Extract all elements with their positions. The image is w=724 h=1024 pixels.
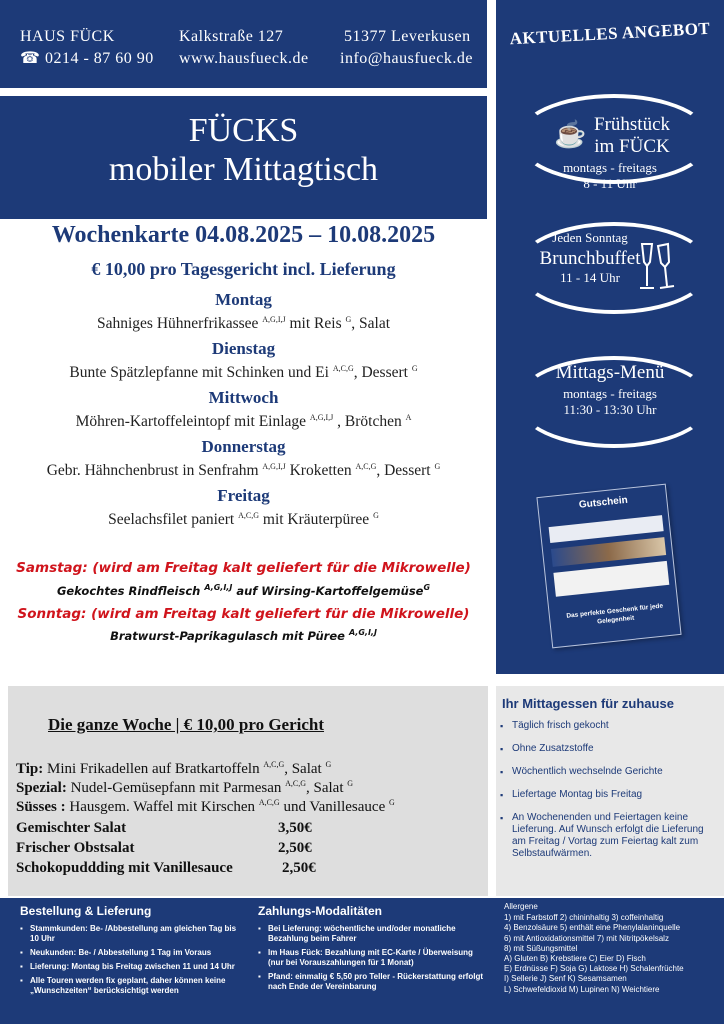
- allergen-line: E) Erdnüsse F) Soja G) Laktose H) Schalenfrüchte: [504, 964, 684, 974]
- saturday-note: Samstag: (wird am Freitag kalt geliefert für die Mikrowelle): [16, 560, 471, 576]
- spezial-line: Spezial: Nudel-Gemüsepfann mit Parmesan $^{A,C,G}$, Salat $^G$: [16, 779, 354, 796]
- day-tuesday: Dienstag: [211, 339, 276, 358]
- order-column: [20, 904, 246, 1000]
- allergen-column: [504, 902, 720, 995]
- list-item: ▪ Liefertage Montag bis Freitag: [500, 789, 720, 801]
- dish-friday: Seelachsfilet paniert $^{A,C,G}$ mit Kräuterpüree $^G$: [108, 510, 379, 528]
- list-item: ▪ Neukunden: Be- / Abbestellung 1 Tag im Voraus: [20, 948, 246, 958]
- champagne-glasses-icon: [634, 240, 678, 296]
- footer: [0, 898, 724, 1024]
- extra-name-2: Frischer Obstsalat: [16, 840, 135, 856]
- list-item: ▪ Ohne Zusatzstoffe: [500, 743, 720, 755]
- coffee-cup-icon: ☕: [554, 120, 587, 149]
- price-line: € 10,00 pro Tagesgericht incl. Lieferung: [91, 259, 396, 279]
- extra-name-3: Schokopuddding mit Vanillesauce: [16, 860, 233, 876]
- header-bar: [0, 0, 487, 88]
- breakfast-title-1: Frühstück: [594, 114, 670, 135]
- city: 51377 Leverkusen: [344, 28, 471, 45]
- day-monday: Montag: [215, 290, 272, 309]
- dish-tuesday: Bunte Spätzlepfanne mit Schinken und Ei $^{A,C,G}$, Dessert $^G$: [69, 363, 418, 381]
- info-box: [496, 686, 724, 896]
- list-item: ▪ Lieferung: Montag bis Freitag zwischen 11 und 14 Uhr: [20, 962, 246, 972]
- title-box: [0, 96, 487, 219]
- voucher-title: Gutschein: [578, 494, 629, 511]
- business-name: HAUS FÜCK: [20, 28, 115, 45]
- breakfast-days: montags - freitags: [563, 160, 657, 175]
- lunch-days: montags - freitags: [563, 386, 657, 401]
- allergen-line: 6) mit Antioxidationsmittel 7) mit Nitritpökelsalz: [504, 933, 669, 943]
- payment-column: [258, 904, 490, 996]
- page-title: FÜCKS: [188, 112, 299, 149]
- brunch-block: [496, 230, 724, 286]
- extra-price-1: 3,50€: [278, 820, 312, 836]
- allergen-line: 1) mit Farbstoff 2) chininhaltig 3) coffeinhaltig: [504, 913, 664, 923]
- header-address: [179, 26, 309, 70]
- day-wednesday: Mittwoch: [208, 388, 279, 407]
- website-link[interactable]: www.hausfueck.de: [179, 50, 309, 67]
- phone-number[interactable]: 0214 - 87 60 90: [44, 50, 154, 67]
- lunch-time: 11:30 - 13:30 Uhr: [563, 402, 657, 417]
- allergen-line: 8) mit Süßungsmittel: [504, 943, 578, 953]
- phone-line: [20, 48, 154, 70]
- list-item: ▪ Alle Touren werden fix geplant, daher können keine „Wunschzeiten“ berücksichtigt werden: [20, 976, 246, 996]
- list-item: ▪ Täglich frisch gekocht: [500, 720, 720, 732]
- header-contact: [20, 26, 154, 70]
- sunday-dish: Bratwurst-Paprikagulasch mit Püree $^{A,G,I,J}$: [110, 628, 377, 643]
- dish-wednesday: Möhren-Kartoffeleintopf mit Einlage $^{A,G,I,J}$ , Brötchen $^A$: [75, 412, 412, 430]
- brunch-pre: Jeden Sonntag: [552, 230, 628, 245]
- lunch-title: Mittags-Menü: [555, 362, 665, 383]
- phone-icon: ☎: [20, 50, 45, 67]
- list-item: ▪ An Wochenenden und Feiertagen keine Lieferung. Auf Wunsch erfolgt die Lieferung am Freitag / Vortag zum Feiertag kalt zum Selbstaufwärmen.: [500, 812, 720, 860]
- breakfast-title-2: im FÜCK: [594, 136, 670, 157]
- week-heading: Wochenkarte 04.08.2025 – 10.08.2025: [51, 222, 436, 248]
- tip-line: Tip: Mini Frikadellen auf Bratkartoffeln $^{A,C,G}$, Salat $^G$: [16, 760, 332, 777]
- voucher-text: Das perfekte Geschenk für jede Gelegenheit: [566, 602, 664, 626]
- whole-week-heading: Die ganze Woche | € 10,00 pro Gericht: [48, 715, 325, 734]
- allergen-line: L) Schwefeldioxid M) Lupinen N) Weichtiere: [504, 984, 660, 994]
- voucher-field-2: [553, 561, 669, 597]
- lunch-block: [496, 362, 724, 418]
- list-item: ▪ Pfand: einmalig € 5,50 pro Teller - Rückerstattung erfolgt nach Ende der Vereinbarung: [258, 972, 490, 992]
- extra-price-2: 2,50€: [278, 840, 312, 856]
- day-friday: Freitag: [217, 486, 270, 505]
- payment-heading: Zahlungs-Modalitäten: [258, 904, 382, 918]
- extra-price-3: 2,50€: [282, 860, 316, 876]
- street: Kalkstraße 127: [179, 28, 284, 45]
- email-link[interactable]: info@hausfueck.de: [340, 50, 473, 67]
- saturday-dish: Gekochtes Rindfleisch $^{A,G,I,J}$ auf Wirsing-Kartoffelgemüse$^G$: [56, 583, 431, 598]
- dish-thursday: Gebr. Hähnchenbrust in Senfrahm $^{A,G,I,J}$ Kroketten $^{A,C,G}$, Dessert $^G$: [46, 461, 441, 479]
- list-item: ▪ Bei Lieferung: wöchentliche und/oder monatliche Bezahlung beim Fahrer: [258, 924, 490, 944]
- offer-heading: AKTUELLES ANGEBOT: [509, 18, 711, 49]
- brunch-title: Brunchbuffet: [539, 248, 641, 269]
- day-thursday: Donnerstag: [201, 437, 286, 456]
- list-item: ▪ Wöchentlich wechselnde Gerichte: [500, 766, 720, 778]
- list-item: ▪ Stammkunden: Be- /Abbestellung am gleichen Tag bis 10 Uhr: [20, 924, 246, 944]
- suesses-line: Süsses : Hausgem. Waffel mit Kirschen $^{A,C,G}$ und Vanillesauce $^G$: [16, 798, 395, 815]
- allergen-line: 4) Benzolsäure 5) enthält eine Phenylalaninquelle: [504, 923, 681, 933]
- page-subtitle: mobiler Mittagtisch: [108, 151, 379, 188]
- list-item: ▪ Im Haus Fück: Bezahlung mit EC-Karte / Überweisung (nur bei Vorauszahlungen für 1 Monat): [258, 948, 490, 968]
- header-city: [340, 26, 473, 70]
- allergen-line: A) Gluten B) Krebstiere C) Eier D) Fisch: [504, 954, 646, 964]
- brunch-time: 11 - 14 Uhr: [560, 270, 620, 285]
- breakfast-time: 8 - 11 Uhr: [583, 176, 637, 191]
- dish-monday: Sahniges Hühnerfrikassee $^{A,G,I,J}$ mit Reis $^G$, Salat: [96, 314, 391, 332]
- voucher-card[interactable]: [536, 484, 681, 649]
- sunday-note: Sonntag: (wird am Freitag kalt geliefert für die Mikrowelle): [17, 606, 470, 622]
- info-list: [500, 720, 720, 871]
- order-heading: Bestellung & Lieferung: [20, 904, 152, 918]
- breakfast-block: [496, 114, 724, 192]
- allergen-heading: Allergene: [504, 902, 538, 911]
- extra-name-1: Gemischter Salat: [16, 820, 127, 836]
- allergen-line: I) Sellerie J) Senf K) Sesamsamen: [504, 974, 627, 984]
- info-heading: Ihr Mittagessen für zuhause: [502, 696, 674, 711]
